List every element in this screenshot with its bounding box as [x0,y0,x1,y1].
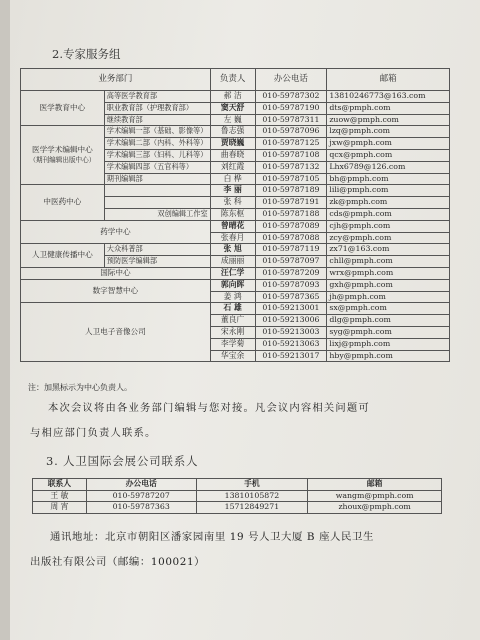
person: 董良广 [210,315,255,327]
group-label-main: 医学学术编辑中心 [32,144,93,154]
group-label: 数字智慧中心 [21,279,211,303]
phone: 010-59787190 [255,102,327,114]
email: jxw@pmph.com [327,138,450,150]
sub-dept: 期刊编辑部 [104,173,210,185]
phone: 010-59787097 [255,256,327,268]
phone: 010-59787096 [255,126,327,138]
email: lzq@pmph.com [327,126,450,138]
group-label: 医学教育中心 [21,91,105,126]
contact-name: 王 敏 [33,490,87,502]
person: 张 科 [210,197,255,209]
person: 陈东枢 [210,208,255,220]
email: dlg@pmph.com [327,315,450,327]
phone: 010-59213017 [255,350,327,362]
sub-dept: 学术编辑三部（妇科、儿科等） [104,149,210,161]
header-person: 负责人 [210,69,255,91]
sub-dept: 高等医学教育部 [104,91,210,103]
table-row [21,220,450,232]
phone: 010-59787105 [255,173,327,185]
table-row [33,490,442,502]
email: zk@pmph.com [327,197,450,209]
person: 华宝余 [210,350,255,362]
email: jh@pmph.com [327,291,450,303]
phone: 010-59787188 [255,208,327,220]
table-row [21,279,450,291]
expo-contacts-table [32,478,442,514]
header-dept: 业务部门 [21,69,211,91]
phone: 010-59787209 [255,267,327,279]
email: gxh@pmph.com [327,279,450,291]
table-header-row [21,69,450,91]
table-row [21,303,450,315]
phone: 010-59787189 [255,185,327,197]
contact-email: zhoux@pmph.com [308,502,442,514]
table-row [21,91,450,103]
person: 刘红霞 [210,161,255,173]
sub-dept: 预防医学编辑部 [104,256,210,268]
email: qcx@pmph.com [327,149,450,161]
email: zuow@pmph.com [327,114,450,126]
person: 窦天舒 [210,102,255,114]
table-row [21,267,450,279]
table-row [21,185,450,197]
group-label: 中医药中心 [21,185,105,220]
person: 李学菊 [210,338,255,350]
person: 宋永刚 [210,326,255,338]
email: Lhx6789@126.com [327,161,450,173]
header-phone: 办公电话 [255,69,327,91]
person: 贾晓巍 [210,138,255,150]
person: 姜 鸿 [210,291,255,303]
person: 李 丽 [210,185,255,197]
expert-service-table [20,68,450,362]
person: 曾晴花 [210,220,255,232]
sub-dept-empty [104,197,210,209]
phone: 010-59787093 [255,279,327,291]
phone: 010-59787365 [255,291,327,303]
email: syg@pmph.com [327,326,450,338]
table-row [21,126,450,138]
person: 汪仁学 [210,267,255,279]
address-line-1: 通讯地址：北京市朝阳区潘家园南里 19 号人卫大厦 B 座人民卫生 [50,531,375,543]
phone: 010-59787089 [255,220,327,232]
person: 左 巍 [210,114,255,126]
header-email: 邮箱 [308,479,442,491]
phone: 010-59213006 [255,315,327,327]
email: wrx@pmph.com [327,267,450,279]
email: sx@pmph.com [327,303,450,315]
contact-name: 周 宵 [33,502,87,514]
phone: 010-59787108 [255,149,327,161]
person: 鲁志强 [210,126,255,138]
address-line-2: 出版社有限公司（邮编：100021） [30,556,206,568]
contact-mobile: 15712849271 [196,502,308,514]
person: 白 桦 [210,173,255,185]
group-label: 人卫健康传播中心 [21,244,105,268]
sub-dept-empty [104,185,210,197]
header-name: 联系人 [33,479,87,491]
email: cjh@pmph.com [327,220,450,232]
sub-dept: 学术编辑二部（内科、外科等） [104,138,210,150]
sub-dept: 双创编辑工作室 [104,208,210,220]
email: hby@pmph.com [327,350,450,362]
email: zcy@pmph.com [327,232,450,244]
person: 张春月 [210,232,255,244]
header-mobile: 手机 [196,479,308,491]
email: lixj@pmph.com [327,338,450,350]
phone: 010-59213001 [255,303,327,315]
section-3-title: 3. 人卫国际会展公司联系人 [46,454,199,468]
group-label: 药学中心 [21,220,211,244]
sub-dept: 学术编辑四部（五官科等） [104,161,210,173]
person: 郭向晖 [210,279,255,291]
sub-dept: 大众科普部 [104,244,210,256]
email: dts@pmph.com [327,102,450,114]
contact-phone: 010-59787207 [86,490,196,502]
group-label: 人卫电子音像公司 [21,303,211,362]
sub-dept: 继续教育部 [104,114,210,126]
table-row [21,244,450,256]
email: chll@pmph.com [327,256,450,268]
section-2-title: 2.专家服务组 [52,47,121,61]
email: lili@pmph.com [327,185,450,197]
sub-dept: 学术编辑一部（基础、影像等） [104,126,210,138]
person: 郝 洁 [210,91,255,103]
phone: 010-59787191 [255,197,327,209]
person: 石 雄 [210,303,255,315]
email: 13810246773@163.com [327,91,450,103]
table-header-row [33,479,442,491]
contact-mobile: 13810105872 [196,490,308,502]
phone: 010-59787132 [255,161,327,173]
person: 曲春晓 [210,149,255,161]
email: bh@pmph.com [327,173,450,185]
phone: 010-59787119 [255,244,327,256]
paragraph-line-2: 与相应部门负责人联系。 [30,427,157,439]
group-label: 国际中心 [21,267,211,279]
phone: 010-59787125 [255,138,327,150]
phone: 010-59787302 [255,91,327,103]
contact-email: wangm@pmph.com [308,490,442,502]
contact-phone: 010-59787363 [86,502,196,514]
phone: 010-59787311 [255,114,327,126]
phone: 010-59213063 [255,338,327,350]
group-label-sub: （期刊编辑出版中心） [29,156,96,165]
email: cds@pmph.com [327,208,450,220]
table-row [33,502,442,514]
phone: 010-59787088 [255,232,327,244]
header-email: 邮箱 [327,69,450,91]
person: 成丽丽 [210,256,255,268]
header-phone: 办公电话 [86,479,196,491]
phone: 010-59213003 [255,326,327,338]
paragraph-line-1: 本次会议将由各业务部门编辑与您对接。凡会议内容相关问题可 [48,402,370,414]
sub-dept: 职业教育部（护理教育部） [104,102,210,114]
email: zx71@163.com [327,244,450,256]
bold-note: 注：加黑标示为中心负责人。 [28,383,132,392]
person: 张 旭 [210,244,255,256]
group-label [21,126,105,185]
